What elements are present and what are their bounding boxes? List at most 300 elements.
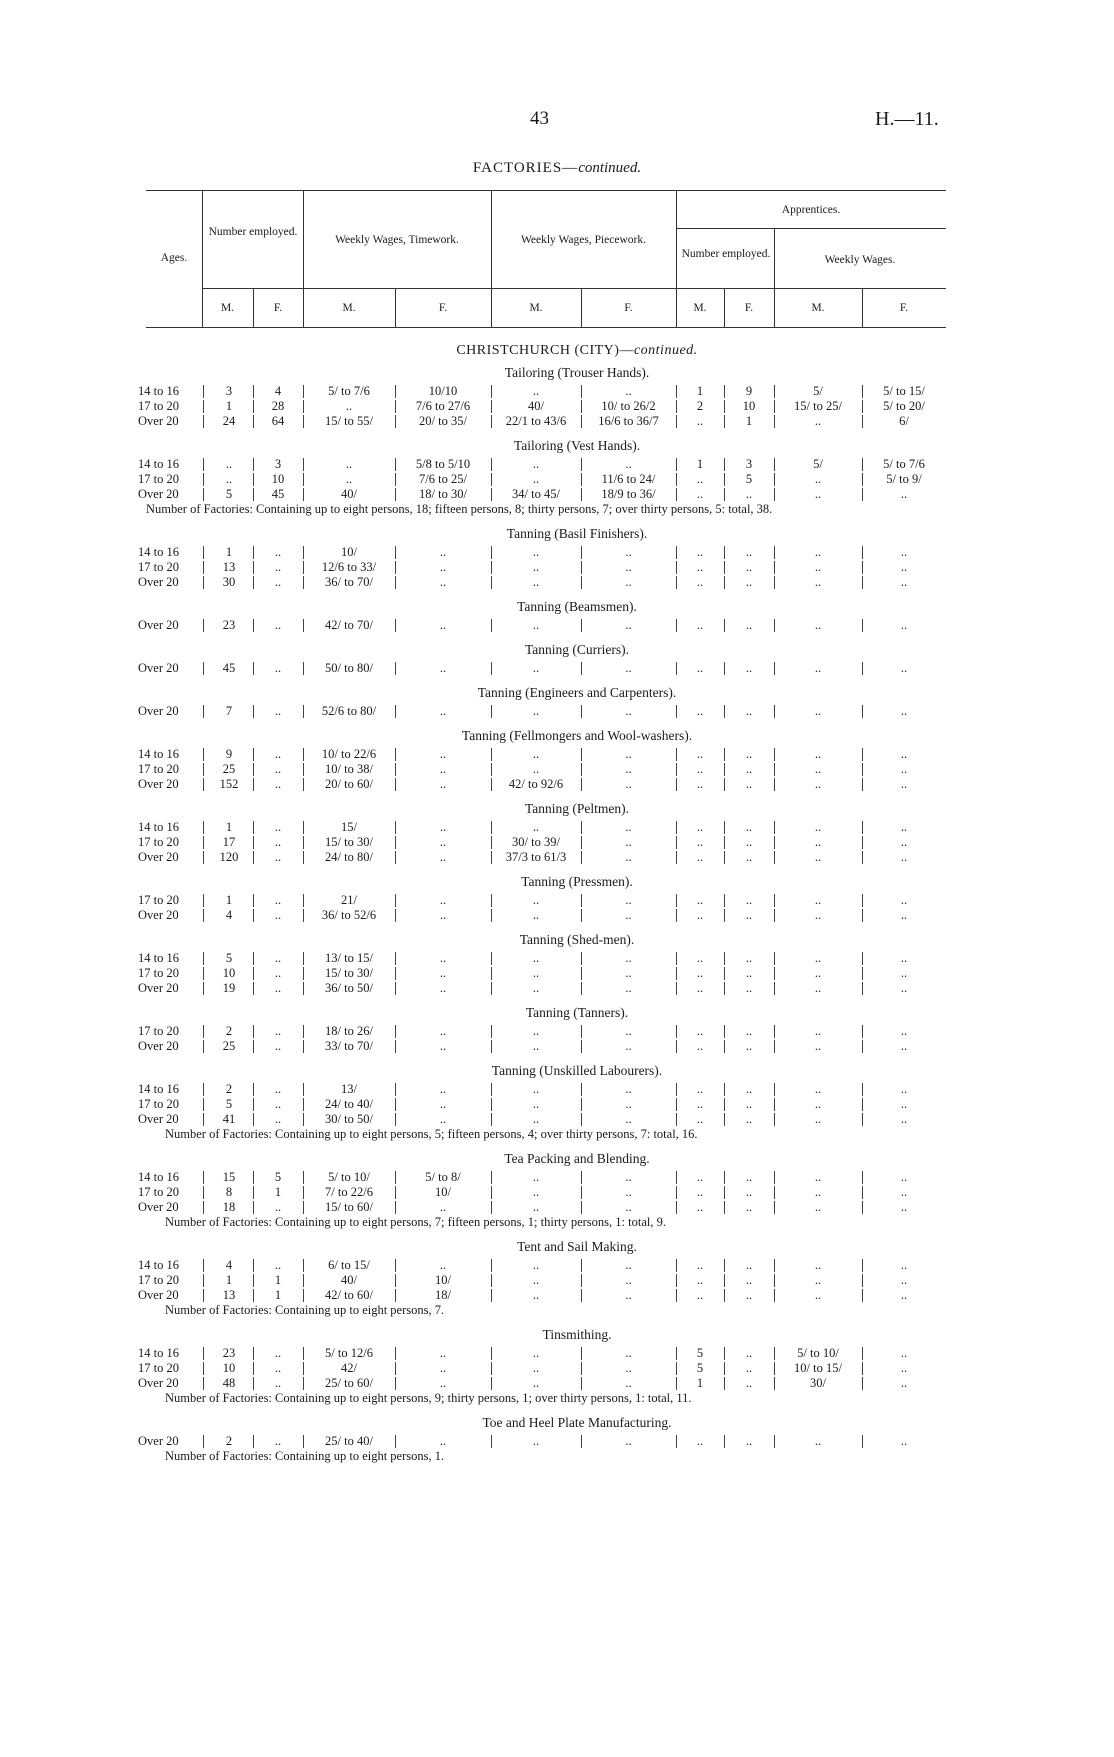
cell-timework-male: 12/6 to 33/ [321, 560, 377, 574]
column-rule [203, 1098, 204, 1111]
cell-piecework-female: 11/6 to 24/ [601, 472, 656, 486]
cell-apprentices-number-female: .. [745, 618, 753, 632]
column-rule [203, 1025, 204, 1038]
cell-apprentices-number-female: .. [745, 1346, 753, 1360]
cell-number-female: .. [274, 908, 282, 922]
cell-apprentices-number-male: .. [696, 575, 704, 589]
cell-piecework-male: .. [532, 1434, 540, 1448]
table-row [0, 1082, 1114, 1097]
cell-piecework-female: .. [625, 1082, 632, 1096]
cell-timework-female: .. [439, 820, 447, 834]
cell-apprentices-wages-male: .. [814, 1024, 822, 1038]
cell-apprentices-wages-male: 5/ [813, 384, 823, 398]
cell-apprentices-number-male: .. [696, 1097, 704, 1111]
cell-timework-male: 10/ to 22/6 [321, 747, 377, 761]
cell-timework-male: 18/ to 26/ [325, 1024, 373, 1038]
cell-age: 17 to 20 [138, 472, 179, 486]
section-title: Tanning (Beamsmen). [517, 599, 637, 614]
cell-apprentices-wages-female: .. [900, 704, 908, 718]
cell-number-male: 4 [225, 1258, 233, 1272]
table-row [0, 1288, 1114, 1303]
cell-apprentices-number-male: .. [696, 951, 704, 965]
column-rule [203, 576, 204, 589]
cell-timework-female: 18/ to 30/ [419, 487, 467, 501]
column-rule [203, 473, 204, 486]
cell-apprentices-wages-female: .. [900, 1170, 908, 1184]
cell-number-male: 10 [222, 966, 236, 980]
section [0, 725, 1114, 792]
cell-timework-female: .. [439, 1434, 447, 1448]
table-row [0, 850, 1114, 865]
table-row [0, 575, 1114, 590]
cell-apprentices-wages-female: .. [900, 1039, 908, 1053]
cell-piecework-female: .. [625, 951, 632, 965]
cell-number-female: .. [274, 661, 282, 675]
cell-piecework-male: 37/3 to 61/3 [505, 850, 567, 864]
column-rule [203, 1040, 204, 1053]
column-rule [203, 1186, 204, 1199]
cell-apprentices-number-male: .. [696, 966, 704, 980]
cell-timework-female: .. [439, 1039, 447, 1053]
section-title: Tanning (Tanners). [525, 1005, 629, 1020]
cell-apprentices-wages-female: .. [900, 820, 908, 834]
factories-count-note: Number of Factories: Containing up to eight persons, 5; fifteen persons, 4; over thirty persons, 7: total, 16. [165, 1127, 698, 1141]
cell-apprentices-number-female: .. [745, 893, 753, 907]
cell-number-male: 2 [225, 1434, 233, 1448]
cell-timework-male: 24/ to 80/ [325, 850, 373, 864]
document-reference: H.—11. [875, 108, 939, 130]
section [0, 596, 1114, 633]
cell-piecework-female: .. [625, 762, 632, 776]
cell-piecework-male: .. [532, 966, 540, 980]
cell-age: 14 to 16 [138, 1082, 179, 1096]
cell-age: 14 to 16 [138, 747, 179, 761]
cell-age: 17 to 20 [138, 762, 179, 776]
cell-apprentices-number-male: .. [696, 704, 704, 718]
cell-apprentices-number-male: .. [696, 777, 704, 791]
column-rule [203, 1259, 204, 1272]
cell-piecework-female: .. [625, 835, 632, 849]
cell-timework-male: 42/ to 60/ [325, 1288, 373, 1302]
cell-number-male: 4 [225, 908, 233, 922]
cell-apprentices-wages-male: .. [814, 545, 822, 559]
cell-apprentices-number-female: .. [745, 1258, 753, 1272]
table-row [0, 966, 1114, 981]
cell-number-male: 23 [222, 1346, 236, 1360]
cell-apprentices-number-female: .. [745, 951, 753, 965]
cell-apprentices-number-female: .. [745, 704, 753, 718]
table-row [0, 1361, 1114, 1376]
table-row [0, 1185, 1114, 1200]
cell-piecework-male: .. [532, 1185, 540, 1199]
cell-piecework-female: .. [625, 1434, 632, 1448]
cell-number-female: 28 [271, 399, 285, 413]
cell-number-male: 1 [225, 1273, 233, 1287]
section-title: Tea Packing and Blending. [504, 1151, 650, 1166]
section [0, 798, 1114, 865]
cell-apprentices-number-female: 5 [745, 472, 753, 486]
cell-apprentices-number-female: .. [745, 1112, 753, 1126]
cell-timework-female: .. [439, 1258, 447, 1272]
factories-count-note: Number of Factories: Containing up to eight persons, 9; thirty persons, 1; over thirty persons, 1: total, 11. [165, 1391, 692, 1405]
cell-number-male: 17 [222, 835, 236, 849]
cell-timework-male: 15/ to 30/ [325, 966, 373, 980]
cell-apprentices-number-male: 1 [696, 1376, 704, 1390]
column-rule [203, 1377, 204, 1390]
table-title-continued: continued. [578, 160, 642, 176]
cell-apprentices-wages-male: .. [814, 1288, 822, 1302]
cell-piecework-female: .. [625, 747, 632, 761]
cell-apprentices-number-female: .. [745, 1170, 753, 1184]
cell-apprentices-number-female: .. [745, 1361, 753, 1375]
cell-apprentices-wages-female: .. [900, 850, 908, 864]
cell-timework-female: .. [439, 981, 447, 995]
cell-number-female: .. [274, 618, 282, 632]
cell-apprentices-wages-female: .. [900, 1185, 908, 1199]
column-rule [203, 400, 204, 413]
cell-number-female: .. [274, 820, 282, 834]
cell-age: Over 20 [138, 850, 179, 864]
cell-apprentices-wages-female: .. [900, 661, 908, 675]
cell-apprentices-wages-male: .. [814, 1434, 822, 1448]
cell-apprentices-number-female: .. [745, 1288, 753, 1302]
cell-piecework-female: 16/6 to 36/7 [598, 414, 659, 428]
section-title: Tanning (Fellmongers and Wool-washers). [461, 728, 693, 743]
cell-timework-female: .. [439, 762, 447, 776]
cell-timework-female: .. [439, 951, 447, 965]
column-rule [203, 662, 204, 675]
cell-timework-male: .. [345, 457, 353, 471]
cell-apprentices-wages-male: .. [814, 908, 822, 922]
cell-number-male: 41 [222, 1112, 236, 1126]
section-title: Tanning (Pressmen). [521, 874, 633, 889]
table-row [0, 1024, 1114, 1039]
cell-age: Over 20 [138, 908, 179, 922]
cell-age: 17 to 20 [138, 1185, 179, 1199]
column-rule [203, 851, 204, 864]
cell-apprentices-number-female: .. [745, 1376, 753, 1390]
cell-timework-male: 21/ [341, 893, 357, 907]
cell-piecework-female: .. [625, 661, 632, 675]
cell-apprentices-wages-male: .. [814, 560, 822, 574]
cell-apprentices-number-male: 2 [696, 399, 704, 413]
sections-container [0, 362, 1114, 1464]
cell-piecework-female: .. [625, 1376, 632, 1390]
cell-piecework-female: .. [625, 908, 632, 922]
cell-timework-male: 52/6 to 80/ [321, 704, 377, 718]
cell-piecework-male: .. [532, 908, 540, 922]
cell-timework-male: 10/ [341, 545, 357, 559]
section [0, 639, 1114, 676]
cell-apprentices-wages-male: .. [814, 1185, 822, 1199]
column-rule [203, 488, 204, 501]
cell-timework-male: 20/ to 60/ [325, 777, 373, 791]
cell-apprentices-number-female: 1 [745, 414, 753, 428]
cell-apprentices-wages-male: .. [814, 1273, 822, 1287]
cell-piecework-female: .. [625, 1024, 632, 1038]
cell-apprentices-number-female: .. [745, 487, 753, 501]
factories-count-note: Number of Factories: Containing up to eight persons, 18; fifteen persons, 8; thirty persons, 7; over thirty persons, 5: total, 38. [146, 502, 773, 516]
cell-apprentices-wages-female: .. [900, 951, 908, 965]
cell-apprentices-wages-female: .. [900, 762, 908, 776]
cell-number-male: 5 [225, 951, 233, 965]
table-title [0, 160, 1114, 177]
cell-number-female: .. [274, 1434, 282, 1448]
cell-number-male: 1 [225, 399, 233, 413]
cell-apprentices-number-male: .. [696, 560, 704, 574]
cell-timework-female: .. [439, 1082, 447, 1096]
cell-piecework-female: .. [625, 966, 632, 980]
cell-timework-female: .. [439, 1361, 447, 1375]
cell-number-male: 5 [225, 1097, 233, 1111]
cell-apprentices-wages-female: 5/ to 7/6 [883, 457, 925, 471]
cell-piecework-male: .. [532, 1200, 540, 1214]
cell-age: 14 to 16 [138, 457, 179, 471]
cell-apprentices-number-male: .. [696, 1112, 704, 1126]
column-rule [203, 619, 204, 632]
cell-number-female: .. [274, 1082, 282, 1096]
cell-apprentices-number-male: .. [696, 835, 704, 849]
cell-timework-female: 10/10 [428, 384, 458, 398]
cell-timework-female: .. [439, 1112, 447, 1126]
section-title: Tent and Sail Making. [517, 1239, 637, 1254]
column-rule [203, 1171, 204, 1184]
cell-timework-female: .. [439, 1376, 447, 1390]
cell-piecework-female: .. [625, 384, 632, 398]
cell-number-female: .. [274, 1112, 282, 1126]
cell-number-female: 1 [274, 1288, 282, 1302]
cell-timework-male: 40/ [341, 487, 357, 501]
cell-apprentices-wages-female: .. [900, 1082, 908, 1096]
cell-number-male: 15 [222, 1170, 236, 1184]
cell-number-female: .. [274, 850, 282, 864]
column-rule [203, 967, 204, 980]
section-title: Tanning (Shed-men). [519, 932, 635, 947]
cell-number-male: .. [225, 472, 233, 486]
cell-timework-male: 15/ to 30/ [325, 835, 373, 849]
table-row [0, 820, 1114, 835]
cell-piecework-male: 30/ to 39/ [512, 835, 560, 849]
cell-age: 17 to 20 [138, 1097, 179, 1111]
cell-timework-male: 6/ to 15/ [328, 1258, 370, 1272]
cell-timework-female: .. [439, 575, 447, 589]
cell-number-male: 13 [222, 1288, 236, 1302]
cell-apprentices-wages-female: .. [900, 908, 908, 922]
column-rule [203, 1113, 204, 1126]
header-female: F. [744, 302, 754, 314]
column-rule [203, 1083, 204, 1096]
cell-piecework-male: .. [532, 457, 540, 471]
cell-apprentices-wages-female: .. [900, 545, 908, 559]
section-title: Tinsmithing. [542, 1327, 612, 1342]
cell-apprentices-number-female: .. [745, 966, 753, 980]
cell-age: Over 20 [138, 618, 179, 632]
cell-apprentices-number-male: .. [696, 1082, 704, 1096]
table-row [0, 777, 1114, 792]
table-row [0, 893, 1114, 908]
cell-piecework-female: .. [625, 1039, 632, 1053]
cell-number-male: 10 [222, 1361, 236, 1375]
cell-apprentices-wages-male: 15/ to 25/ [794, 399, 842, 413]
cell-age: 14 to 16 [138, 545, 179, 559]
table-row [0, 414, 1114, 429]
cell-apprentices-number-female: .. [745, 1273, 753, 1287]
column-rule [203, 705, 204, 718]
header-number-employed: Number employed. [208, 226, 298, 238]
cell-piecework-male: .. [532, 575, 540, 589]
cell-timework-male: 33/ to 70/ [325, 1039, 373, 1053]
cell-apprentices-wages-male: .. [814, 966, 822, 980]
section [0, 871, 1114, 923]
cell-piecework-male: .. [532, 661, 540, 675]
header-apprentices-number-employed: Number employed. [681, 248, 771, 260]
cell-piecework-male: .. [532, 384, 540, 398]
cell-apprentices-wages-male: .. [814, 835, 822, 849]
cell-apprentices-number-female: .. [745, 777, 753, 791]
table-row [0, 704, 1114, 719]
cell-age: Over 20 [138, 1039, 179, 1053]
section-title: Tanning (Curriers). [524, 642, 630, 657]
cell-apprentices-number-male: .. [696, 661, 704, 675]
cell-age: Over 20 [138, 704, 179, 718]
cell-timework-female: .. [439, 1346, 447, 1360]
table-row [0, 1258, 1114, 1273]
section-title: Tanning (Peltmen). [524, 801, 630, 816]
cell-number-female: .. [274, 966, 282, 980]
cell-apprentices-wages-female: .. [900, 1273, 908, 1287]
cell-apprentices-number-female: .. [745, 835, 753, 849]
cell-piecework-female: .. [625, 850, 632, 864]
cell-timework-female: .. [439, 777, 447, 791]
cell-timework-male: 7/ to 22/6 [325, 1185, 373, 1199]
cell-piecework-female: .. [625, 981, 632, 995]
header-female: F. [624, 302, 633, 314]
cell-timework-male: 10/ to 38/ [325, 762, 373, 776]
cell-apprentices-number-male: .. [696, 472, 704, 486]
cell-apprentices-number-male: .. [696, 850, 704, 864]
cell-piecework-male: .. [532, 1361, 540, 1375]
table-header [146, 190, 946, 330]
header-male: M. [342, 302, 356, 314]
section-title: Tanning (Basil Finishers). [506, 526, 648, 541]
cell-apprentices-wages-female: 5/ to 15/ [883, 384, 925, 398]
header-weekly-wages-piecework: Weekly Wages, Piecework. [520, 234, 647, 246]
cell-apprentices-wages-female: .. [900, 1434, 908, 1448]
section [0, 523, 1114, 590]
section [0, 1060, 1114, 1142]
cell-apprentices-wages-female: .. [900, 1097, 908, 1111]
cell-piecework-male: .. [532, 545, 540, 559]
column-rule [203, 836, 204, 849]
cell-timework-male: 15/ to 55/ [325, 414, 373, 428]
cell-timework-male: 36/ to 52/6 [321, 908, 377, 922]
cell-apprentices-number-male: .. [696, 1024, 704, 1038]
cell-apprentices-wages-female: .. [900, 1288, 908, 1302]
cell-apprentices-wages-male: .. [814, 820, 822, 834]
table-body [0, 340, 1114, 1464]
cell-apprentices-number-male: .. [696, 981, 704, 995]
table-title-main: FACTORIES— [472, 160, 579, 176]
cell-timework-male: 13/ to 15/ [325, 951, 373, 965]
cell-apprentices-number-male: .. [696, 1170, 704, 1184]
cell-number-female: .. [274, 777, 282, 791]
cell-piecework-male: 34/ to 45/ [512, 487, 560, 501]
column-rule [203, 778, 204, 791]
cell-apprentices-wages-female: 5/ to 20/ [883, 399, 925, 413]
cell-timework-male: 42/ to 70/ [325, 618, 373, 632]
cell-number-female: .. [274, 1097, 282, 1111]
column-rule [203, 1347, 204, 1360]
cell-piecework-male: .. [532, 618, 540, 632]
cell-timework-female: .. [439, 747, 447, 761]
column-rule [203, 458, 204, 471]
cell-number-female: .. [274, 704, 282, 718]
cell-number-male: 8 [225, 1185, 233, 1199]
cell-apprentices-number-male: .. [696, 893, 704, 907]
cell-piecework-male: .. [532, 704, 540, 718]
cell-piecework-female: .. [625, 1361, 632, 1375]
cell-apprentices-wages-male: .. [814, 618, 822, 632]
cell-timework-male: 5/ to 7/6 [328, 384, 370, 398]
cell-piecework-male: .. [532, 1346, 540, 1360]
cell-timework-male: 25/ to 40/ [325, 1434, 373, 1448]
column-rule [203, 546, 204, 559]
table-row [0, 487, 1114, 502]
cell-apprentices-wages-female: .. [900, 487, 908, 501]
cell-piecework-female: 18/9 to 36/ [601, 487, 656, 501]
cell-apprentices-wages-male: .. [814, 575, 822, 589]
header-apprentices-weekly-wages: Weekly Wages. [824, 254, 896, 266]
cell-timework-female: .. [439, 545, 447, 559]
cell-number-female: 5 [274, 1170, 282, 1184]
cell-apprentices-wages-male: .. [814, 747, 822, 761]
column-rule [203, 1201, 204, 1214]
header-female: F. [899, 302, 909, 314]
cell-number-female: .. [274, 981, 282, 995]
cell-number-male: 30 [222, 575, 236, 589]
cell-number-female: .. [274, 1258, 282, 1272]
cell-apprentices-wages-female: .. [900, 1361, 908, 1375]
cell-number-female: .. [274, 1346, 282, 1360]
cell-number-male: 120 [219, 850, 239, 864]
section-title: Tanning (Unskilled Labourers). [491, 1063, 663, 1078]
cell-piecework-female: .. [625, 1097, 632, 1111]
cell-apprentices-number-female: .. [745, 1082, 753, 1096]
section [0, 362, 1114, 429]
table-row [0, 1112, 1114, 1127]
cell-apprentices-wages-female: .. [900, 1376, 908, 1390]
table-row [0, 472, 1114, 487]
cell-apprentices-number-female: .. [745, 762, 753, 776]
section-title: Tailoring (Vest Hands). [513, 438, 641, 453]
cell-timework-female: 18/ [435, 1288, 451, 1302]
cell-apprentices-number-male: .. [696, 618, 704, 632]
cell-age: 17 to 20 [138, 1024, 179, 1038]
cell-apprentices-number-female: .. [745, 981, 753, 995]
cell-number-female: 3 [274, 457, 282, 471]
cell-apprentices-wages-female: .. [900, 1200, 908, 1214]
section-title: Tanning (Engineers and Carpenters). [477, 685, 677, 700]
column-rule [203, 1289, 204, 1302]
region-continued: continued. [633, 343, 698, 358]
cell-piecework-male: .. [532, 981, 540, 995]
cell-age: Over 20 [138, 1376, 179, 1390]
cell-number-male: 24 [222, 414, 236, 428]
cell-age: Over 20 [138, 414, 179, 428]
column-rule [203, 952, 204, 965]
table-row [0, 835, 1114, 850]
cell-piecework-female: .. [625, 1112, 632, 1126]
